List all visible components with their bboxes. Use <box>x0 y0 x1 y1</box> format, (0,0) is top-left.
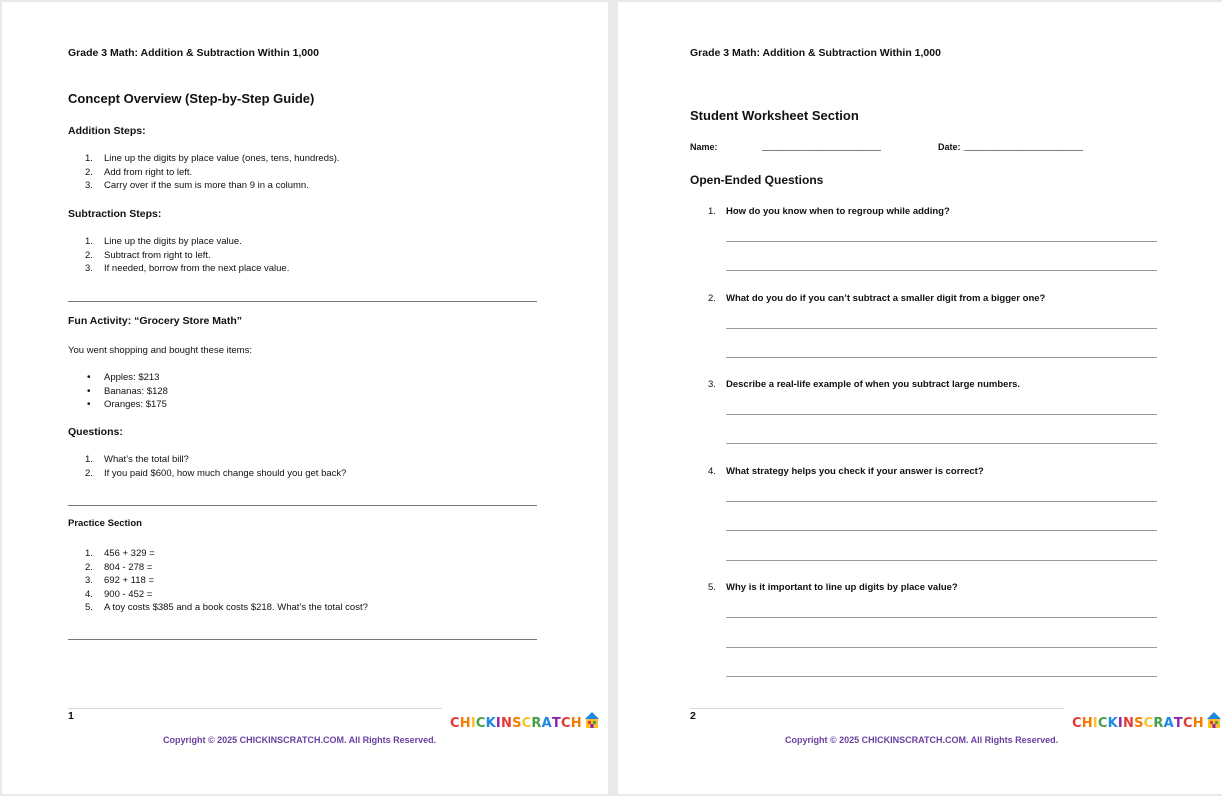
footer-rule <box>68 708 442 709</box>
list-item: 5. A toy costs $385 and a book costs $218. What’s the total cost? <box>85 602 368 613</box>
question-4: 4. What strategy helps you check if your answer is correct? <box>708 466 984 477</box>
list-item: 2. Subtract from right to left. <box>85 249 211 261</box>
list-item: • Apples: $213 <box>87 372 160 383</box>
footer-rule <box>690 708 1064 709</box>
list-item: 4. 900 - 452 = <box>85 588 153 600</box>
name-label: Name: <box>690 142 718 152</box>
list-item: • Oranges: $175 <box>87 399 167 410</box>
question-3: 3. Describe a real-life example of when you subtract large numbers. <box>708 379 1021 390</box>
list-item: 1. Line up the digits by place value (ones, tens, hundreds). <box>85 153 340 164</box>
questions-title: Questions: <box>68 426 123 438</box>
practice-title: Practice Section <box>68 518 142 529</box>
house-icon <box>584 711 600 729</box>
logo-text: CHICKINSCRATCH <box>1072 716 1204 731</box>
page-2 <box>618 2 1222 794</box>
question-1: 1. How do you know when to regroup while adding? <box>708 206 950 217</box>
answer-line[interactable] <box>726 328 1157 329</box>
addition-steps-title: Addition Steps: <box>68 125 146 137</box>
list-item: 3. If needed, borrow from the next place value. <box>85 263 290 274</box>
list-item: 1. Line up the digits by place value. <box>85 236 242 247</box>
list-item: 2. 804 - 278 = <box>85 561 153 573</box>
copyright-text: Copyright © 2025 CHICKINSCRATCH.COM. All Rights Reserved. <box>785 735 1059 745</box>
name-field[interactable]: ______________________________ <box>762 142 881 151</box>
answer-line[interactable] <box>726 501 1157 502</box>
list-item: 1. What’s the total bill? <box>85 454 189 465</box>
list-item: 2. If you paid $600, how much change should you get back? <box>85 467 347 479</box>
shopping-items-list <box>68 371 548 412</box>
answer-line[interactable] <box>726 560 1157 561</box>
list-item: 3. 692 + 118 = <box>85 575 155 586</box>
answer-line[interactable] <box>726 414 1157 415</box>
page-header: Grade 3 Math: Addition & Subtraction Within 1,000 <box>68 47 319 59</box>
page-1 <box>2 2 608 794</box>
activity-title: Fun Activity: “Grocery Store Math” <box>68 315 243 327</box>
answer-line[interactable] <box>726 676 1157 677</box>
section-divider <box>68 505 537 506</box>
answer-line[interactable] <box>726 647 1157 648</box>
subtraction-steps-title: Subtraction Steps: <box>68 208 162 220</box>
list-item: 3. Carry over if the sum is more than 9 in a column. <box>85 180 309 191</box>
answer-line[interactable] <box>726 241 1157 242</box>
section-divider <box>68 639 537 640</box>
date-field[interactable]: ______________________________ <box>964 142 1083 151</box>
logo-text: CHICKINSCRATCH <box>450 716 582 731</box>
worksheet-title: Student Worksheet Section <box>690 108 859 123</box>
list-item: • Bananas: $128 <box>87 385 168 397</box>
section-divider <box>68 301 537 302</box>
page-number: 2 <box>690 710 696 722</box>
answer-line[interactable] <box>726 443 1157 444</box>
answer-line[interactable] <box>726 530 1157 531</box>
practice-problems-list <box>68 547 548 615</box>
activity-questions-list <box>68 453 548 480</box>
answer-line[interactable] <box>726 270 1157 271</box>
list-item: 1. 456 + 329 = <box>85 548 155 559</box>
brand-logo <box>1072 711 1222 731</box>
addition-steps-list <box>68 152 548 193</box>
answer-line[interactable] <box>726 617 1157 618</box>
house-icon <box>1206 711 1222 729</box>
list-item: 2. Add from right to left. <box>85 166 193 178</box>
brand-logo <box>450 711 600 731</box>
concept-title: Concept Overview (Step-by-Step Guide) <box>68 91 315 106</box>
open-ended-title: Open-Ended Questions <box>690 173 824 187</box>
activity-intro: You went shopping and bought these items: <box>68 345 252 356</box>
question-5: 5. Why is it important to line up digits by place value? <box>708 582 958 593</box>
question-2: 2. What do you do if you can’t subtract a smaller digit from a bigger one? <box>708 293 1046 304</box>
subtraction-steps-list <box>68 235 548 276</box>
page-number: 1 <box>68 710 74 722</box>
date-label: Date: <box>938 142 961 152</box>
page-header: Grade 3 Math: Addition & Subtraction Within 1,000 <box>690 47 941 59</box>
answer-line[interactable] <box>726 357 1157 358</box>
copyright-text: Copyright © 2025 CHICKINSCRATCH.COM. All Rights Reserved. <box>163 735 437 745</box>
